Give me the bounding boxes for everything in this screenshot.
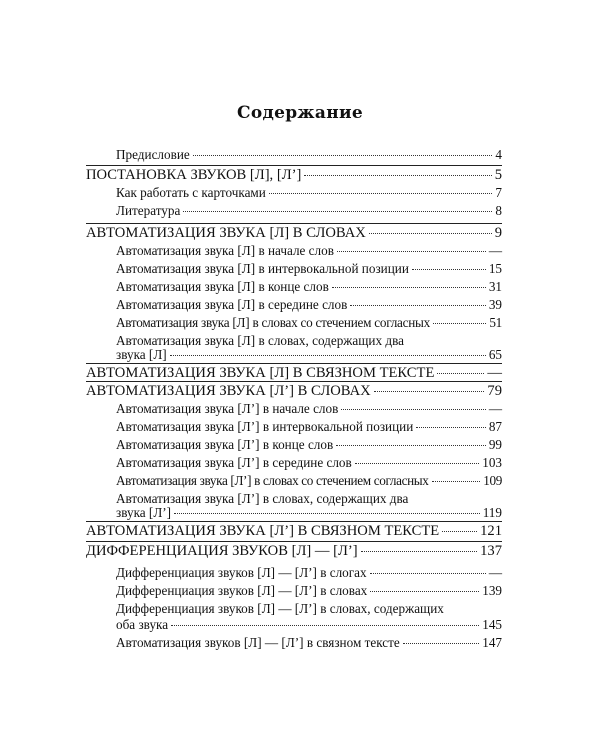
toc-section-label: АВТОМАТИЗАЦИЯ ЗВУКА [Л’] В СЛОВАХ — [86, 383, 371, 399]
divider — [86, 223, 502, 224]
toc-entry-label: Автоматизация звука [Л’] в интервокальной позиции — [116, 419, 414, 434]
toc-entry-label: Автоматизация звука [Л’] в середине слов — [116, 455, 352, 470]
leader-dots — [337, 250, 486, 252]
toc-entry-page: 8 — [495, 203, 502, 218]
toc-entry-label: звука [Л’] — [116, 505, 172, 520]
toc-entry[interactable] — [116, 437, 502, 453]
leader-dots — [442, 530, 477, 532]
divider — [86, 363, 502, 364]
toc-entry-label: Автоматизация звука [Л] в конце слов — [116, 279, 329, 294]
leader-dots — [433, 322, 486, 324]
toc-entry-page: 99 — [488, 437, 502, 452]
toc-entry-label: Автоматизация звука [Л] в середине слов — [116, 297, 348, 312]
toc-entry-page: — — [488, 565, 502, 580]
toc-entry-page: — — [488, 243, 502, 258]
leader-dots — [437, 372, 484, 374]
leader-dots — [350, 304, 485, 306]
toc-entry[interactable] — [116, 565, 502, 581]
toc-entry-page: 145 — [482, 617, 502, 632]
toc-entry[interactable] — [116, 297, 502, 313]
leader-dots — [304, 174, 491, 176]
toc-section-page: 5 — [494, 167, 502, 183]
leader-dots — [361, 550, 478, 552]
divider — [86, 381, 502, 382]
leader-dots — [355, 462, 479, 464]
leader-dots — [332, 286, 486, 288]
toc-entry[interactable] — [116, 473, 502, 489]
toc-entry-page: 15 — [488, 261, 502, 276]
toc-entry-label: звука [Л] — [116, 347, 167, 362]
toc-entry-page: 87 — [488, 419, 502, 434]
leader-dots — [370, 572, 486, 574]
leader-dots — [432, 480, 481, 482]
toc-entry-label: Предисловие — [116, 147, 190, 162]
toc-entry-label: Автоматизация звуков [Л] — [Л’] в связном тексте — [116, 635, 400, 650]
divider — [86, 521, 502, 522]
toc-section[interactable] — [86, 523, 502, 539]
toc-entry[interactable] — [116, 243, 502, 259]
toc-entry[interactable] — [116, 279, 502, 295]
toc-entry-page: — — [488, 401, 502, 416]
toc-entry-label: Дифференциация звуков [Л] — [Л’] в словах — [116, 583, 368, 598]
toc-section-label: АВТОМАТИЗАЦИЯ ЗВУКА [Л] В СЛОВАХ — [86, 225, 366, 241]
toc-entry-label: Автоматизация звука [Л] в словах, содержащих два — [116, 333, 404, 348]
toc-entry-page: 103 — [482, 455, 502, 470]
toc-section-label: АВТОМАТИЗАЦИЯ ЗВУКА [Л’] В СВЯЗНОМ ТЕКСТЕ — [86, 523, 440, 539]
toc-entry[interactable] — [116, 401, 502, 417]
leader-dots — [341, 408, 485, 410]
toc-entry-label: Дифференциация звуков [Л] — [Л’] в словах, содержащих — [116, 601, 444, 616]
toc-entry-continuation[interactable] — [116, 505, 502, 521]
toc-entry-page: 7 — [495, 185, 502, 200]
leader-dots — [183, 210, 492, 212]
toc-entry[interactable] — [116, 419, 502, 435]
toc-entry[interactable] — [116, 601, 502, 617]
toc-section-label: ПОСТАНОВКА ЗВУКОВ [Л], [Л’] — [86, 167, 302, 183]
toc-entry-label: Автоматизация звука [Л’] в конце слов — [116, 437, 334, 452]
toc-entry-label: Автоматизация звука [Л’] в словах со стечением согласных — [116, 473, 429, 488]
toc-section[interactable] — [86, 365, 502, 381]
leader-dots — [412, 268, 486, 270]
toc-entry-page: 39 — [488, 297, 502, 312]
leader-dots — [174, 512, 480, 514]
toc-entry[interactable] — [116, 261, 502, 277]
leader-dots — [370, 590, 479, 592]
toc-entry-continuation[interactable] — [116, 347, 502, 363]
leader-dots — [193, 154, 493, 156]
toc-section-label: ДИФФЕРЕНЦИАЦИЯ ЗВУКОВ [Л] — [Л’] — [86, 543, 358, 559]
toc-entry[interactable] — [116, 147, 502, 163]
page-title: Содержание — [237, 103, 363, 123]
toc-entry[interactable] — [116, 583, 502, 599]
toc-section-label: АВТОМАТИЗАЦИЯ ЗВУКА [Л] В СВЯЗНОМ ТЕКСТЕ — [86, 365, 435, 381]
toc-entry-label: Литература — [116, 203, 181, 218]
toc-section[interactable] — [86, 167, 502, 183]
toc-entry-page: 119 — [482, 505, 502, 520]
toc-section-page: 121 — [480, 523, 502, 539]
toc-entry-label: Как работать с карточками — [116, 185, 266, 200]
toc-section[interactable] — [86, 225, 502, 241]
toc-entry-label: Дифференциация звуков [Л] — [Л’] в слогах — [116, 565, 367, 580]
toc-entry[interactable] — [116, 455, 502, 471]
toc-entry-page: 4 — [495, 147, 502, 162]
toc-entry[interactable] — [116, 185, 502, 201]
toc-entry-label: оба звука — [116, 617, 169, 632]
toc-entry-label: Автоматизация звука [Л] в интервокальной позиции — [116, 261, 409, 276]
leader-dots — [336, 444, 486, 446]
toc-entry-page: 31 — [488, 279, 502, 294]
toc-entry-page: 51 — [489, 315, 502, 330]
toc-entry-page: 109 — [483, 473, 502, 488]
leader-dots — [403, 642, 479, 644]
toc-section-page: 137 — [480, 543, 502, 559]
toc-section-page: 79 — [487, 383, 502, 399]
toc-section[interactable] — [86, 383, 502, 399]
toc-entry[interactable] — [116, 635, 502, 651]
leader-dots — [170, 354, 486, 356]
toc-section-page: 9 — [494, 225, 502, 241]
toc-entry-label: Автоматизация звука [Л’] в начале слов — [116, 401, 339, 416]
toc-entry-page: 147 — [482, 635, 502, 650]
divider — [86, 165, 502, 166]
toc-entry[interactable] — [116, 315, 502, 331]
toc-entry[interactable] — [116, 203, 502, 219]
leader-dots — [374, 390, 485, 392]
leader-dots — [369, 232, 492, 234]
toc-entry-label: Автоматизация звука [Л] в начале слов — [116, 243, 334, 258]
toc-section-page: — — [487, 365, 502, 381]
divider — [86, 541, 502, 542]
leader-dots — [416, 426, 486, 428]
leader-dots — [269, 192, 493, 194]
toc-section[interactable] — [86, 543, 502, 559]
toc-entry-label: Автоматизация звука [Л] в словах со стечением согласных — [116, 315, 431, 330]
toc-entry-continuation[interactable] — [116, 617, 502, 633]
toc-entry-page: 65 — [488, 347, 502, 362]
toc-entry-page: 139 — [482, 583, 502, 598]
toc-entry-label: Автоматизация звука [Л’] в словах, содержащих два — [116, 491, 409, 506]
leader-dots — [171, 624, 479, 626]
